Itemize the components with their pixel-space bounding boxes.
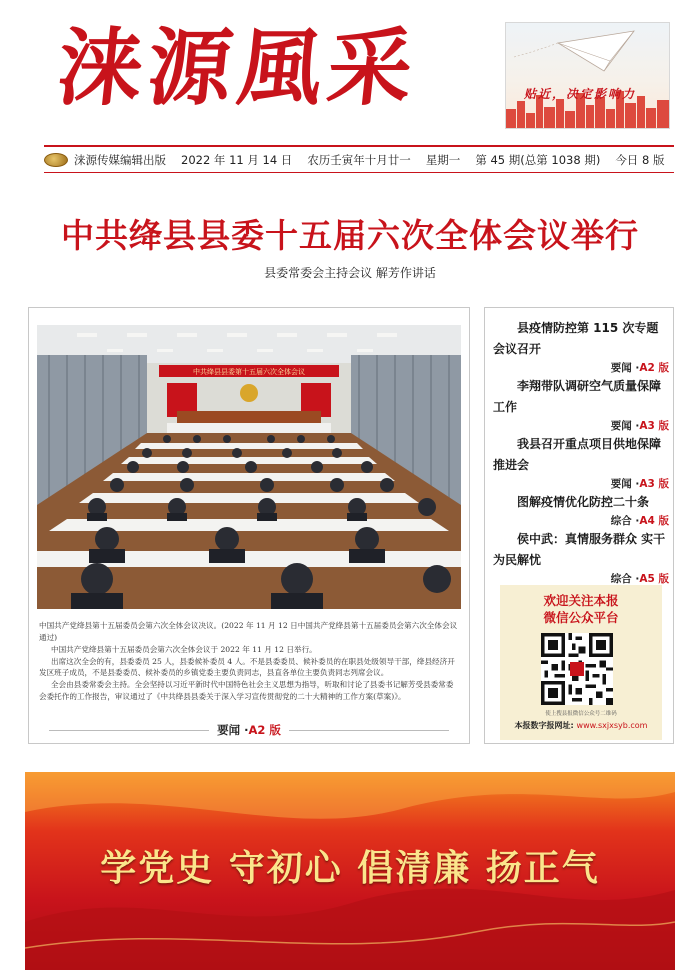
lead-story-page-ref[interactable] <box>29 721 469 739</box>
wechat-promo <box>500 585 662 740</box>
section-label: 综合 · <box>610 573 640 585</box>
subheadline: 县委常委会主持会议 解芳作讲话 <box>264 266 436 280</box>
page-label: A3 版 <box>639 420 669 432</box>
page-count: 今日 8 版 <box>615 153 665 167</box>
section-label: 要闻 · <box>610 362 640 374</box>
photo-caption <box>39 620 459 703</box>
news-sidebar <box>484 307 674 744</box>
divider <box>289 730 449 731</box>
publisher-logo-icon <box>44 153 68 167</box>
news-title[interactable]: 图解疫情优化防控二十条 <box>517 495 650 509</box>
section-label: 综合 · <box>610 515 640 527</box>
news-title[interactable]: 我县召开重点项目供地保障推进会 <box>493 437 662 472</box>
info-bar <box>44 150 674 170</box>
meeting-hall-image <box>37 325 461 609</box>
issue-number: 第 45 期(总第 1038 期) <box>475 153 601 167</box>
publisher: 涞源传媒编辑出版 <box>74 153 166 167</box>
headline[interactable]: 中共绛县县委十五届六次全体会议举行 <box>61 216 639 255</box>
slogan-banner <box>25 772 675 970</box>
caption-line: 中国共产党绛县第十五届委员会第六次全体会议于 2022 年 11 月 12 日举行。 <box>51 644 317 654</box>
banner-slogan: 学党史 守初心 倡清廉 扬正气 <box>100 848 600 889</box>
sidebar-news-item[interactable] <box>493 529 669 587</box>
newspaper-title: 涞源風采 <box>52 18 424 117</box>
bottom-rule <box>44 172 674 173</box>
wechat-title: 欢迎关注本报 <box>543 593 619 608</box>
news-title[interactable]: 李翔带队调研空气质量保障工作 <box>493 379 662 414</box>
qr-code-icon[interactable] <box>541 633 613 705</box>
sidebar-news-item[interactable] <box>493 376 669 434</box>
masthead <box>0 0 700 145</box>
news-title[interactable]: 侯中武：真情服务群众 实干为民解忧 <box>493 532 666 567</box>
publish-date: 2022 年 11 月 14 日 <box>181 153 293 167</box>
meeting-photo[interactable] <box>37 325 461 609</box>
caption-line: 全会由县委常委会主持。全会坚持以习近平新时代中国特色社会主义思想为指导，听取和讨论了县委书记解芳受县委常委会委托作的工作报告，审议通过了《中共绛县县委关于深入学习宣传贯彻党的二十大精神的工作方案(草案)》。 <box>39 680 454 702</box>
section-label: 要闻 · <box>610 420 640 432</box>
masthead-ad[interactable] <box>505 22 670 129</box>
caption-line: 中国共产党绛县第十五届委员会第六次全体会议决议。(2022 年 11 月 12 日中国共产党绛县第十五届委员会第六次全体会议通过) <box>39 621 458 642</box>
news-title[interactable]: 县疫情防控第 115 次专题会议召开 <box>493 321 659 356</box>
sidebar-news-item[interactable] <box>493 492 669 529</box>
weekday: 星期一 <box>425 153 461 167</box>
section-label: 要闻 · <box>217 723 249 737</box>
hall-banner-text: 中共绛县县委第十五届六次全体会议 <box>193 368 305 376</box>
sidebar-news-item[interactable] <box>493 434 669 492</box>
page-label: A4 版 <box>639 515 669 527</box>
caption-line: 出席这次全会的有，县委委员 25 人，县委候补委员 4 人。不是县委委员、候补委员的在职县处级领导干部，绛县经济开发区班子成员，不是县委委员、候补委员的乡镇党委主要负责同志，县直各单位主要负责同志列席会议。 <box>39 656 455 678</box>
website-link[interactable]: www.sxjxsyb.com <box>576 721 648 730</box>
top-rule <box>44 145 674 147</box>
page-label: A2 版 <box>248 723 281 737</box>
wechat-subtitle: 微信公众平台 <box>543 610 619 625</box>
lunar-date: 农历壬寅年十月廿一 <box>307 153 411 167</box>
page-label: A3 版 <box>639 478 669 490</box>
qr-tip: 使上搜县报微信公众号二维码 <box>545 711 617 717</box>
url-label: 本报数字报网址: <box>514 721 574 730</box>
lead-story <box>28 307 470 744</box>
page-label: A5 版 <box>639 573 669 585</box>
paper-plane-city-illustration <box>506 23 670 129</box>
page-label: A2 版 <box>639 362 669 374</box>
divider <box>49 730 209 731</box>
ad-slogan: 贴近，决定影响力 <box>524 87 637 101</box>
section-label: 要闻 · <box>610 478 640 490</box>
sidebar-news-item[interactable] <box>493 318 669 376</box>
